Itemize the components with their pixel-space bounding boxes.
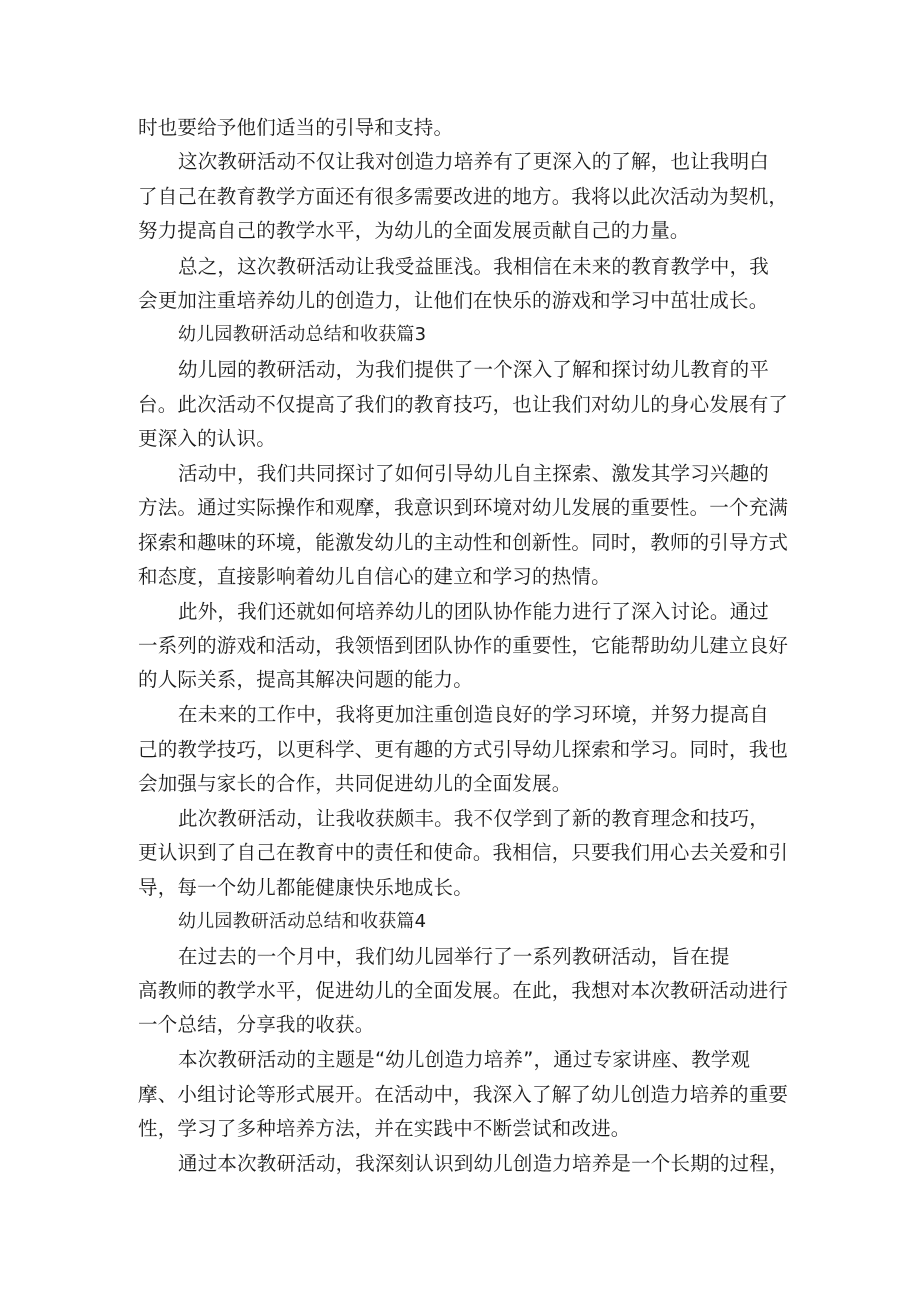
paragraph-first-line: 在未来的工作中，我将更加注重创造良好的学习环境，并努力提高自 <box>178 703 770 726</box>
paragraph-first-line: 本次教研活动的主题是“幼儿创造力培养”，通过专家讲座、教学观 <box>178 1048 751 1071</box>
text-line: 更深入的认识。 <box>138 427 276 450</box>
text-line: 努力提高自己的教学水平，为幼儿的全面发展贡献自己的力量。 <box>138 219 690 242</box>
text-line: 导，每一个幼儿都能健康快乐地成长。 <box>138 876 473 899</box>
text-line: 摩、小组讨论等形式展开。在活动中，我深入了解了幼儿创造力培养的重要 <box>138 1083 789 1106</box>
text-line: 方法。通过实际操作和观摩，我意识到环境对幼儿发展的重要性。一个充满 <box>138 496 789 519</box>
text-line: 己的教学技巧，以更科学、更有趣的方式引导幼儿探索和学习。同时，我也 <box>138 738 789 761</box>
text-line: 一个总结，分享我的收获。 <box>138 1013 375 1036</box>
text-line: 会加强与家长的合作，共同促进幼儿的全面发展。 <box>138 772 572 795</box>
paragraph-first-line: 此次教研活动，让我收获颇丰。我不仅学到了新的教育理念和技巧， <box>178 807 770 830</box>
text-line: 会更加注重培养幼儿的创造力，让他们在快乐的游戏和学习中茁壮成长。 <box>138 289 769 312</box>
text-line: 更认识到了自己在教育中的责任和使命。我相信，只要我们用心去关爱和引 <box>138 841 789 864</box>
text-line: 了自己在教育教学方面还有很多需要改进的地方。我将以此次活动为契机， <box>138 185 789 208</box>
section-heading: 幼儿园教研活动总结和收获篇3 <box>178 324 427 345</box>
text-line: 台。此次活动不仅提高了我们的教育技巧，也让我们对幼儿的身心发展有了 <box>138 393 789 416</box>
paragraph-first-line: 通过本次教研活动，我深刻认识到幼儿创造力培养是一个长期的过程， <box>178 1152 789 1175</box>
paragraph-first-line: 幼儿园的教研活动，为我们提供了一个深入了解和探讨幼儿教育的平 <box>178 358 770 381</box>
text-line: 性，学习了多种培养方法，并在实践中不断尝试和改进。 <box>138 1117 631 1140</box>
text-line: 探索和趣味的环境，能激发幼儿的主动性和创新性。同时，教师的引导方式 <box>138 531 789 554</box>
text-line: 高教师的教学水平，促进幼儿的全面发展。在此，我想对本次教研活动进行 <box>138 979 789 1002</box>
section-heading: 幼儿园教研活动总结和收获篇4 <box>178 911 427 932</box>
paragraph-first-line: 活动中，我们共同探讨了如何引导幼儿自主探索、激发其学习兴趣的 <box>178 462 770 485</box>
paragraph-first-line: 这次教研活动不仅让我对创造力培养有了更深入的了解，也让我明白 <box>178 150 770 173</box>
text-line: 和态度，直接影响着幼儿自信心的建立和学习的热情。 <box>138 565 611 588</box>
text-line: 时也要给予他们适当的引导和支持。 <box>138 116 454 139</box>
paragraph-first-line: 总之，这次教研活动让我受益匪浅。我相信在未来的教育教学中，我 <box>178 255 770 278</box>
text-line: 一系列的游戏和活动，我领悟到团队协作的重要性，它能帮助幼儿建立良好 <box>138 634 789 657</box>
paragraph-first-line: 此外，我们还就如何培养幼儿的团队协作能力进行了深入讨论。通过 <box>178 600 770 623</box>
text-line: 的人际关系，提高其解决问题的能力。 <box>138 668 473 691</box>
paragraph-first-line: 在过去的一个月中，我们幼儿园举行了一系列教研活动，旨在提 <box>178 945 730 968</box>
